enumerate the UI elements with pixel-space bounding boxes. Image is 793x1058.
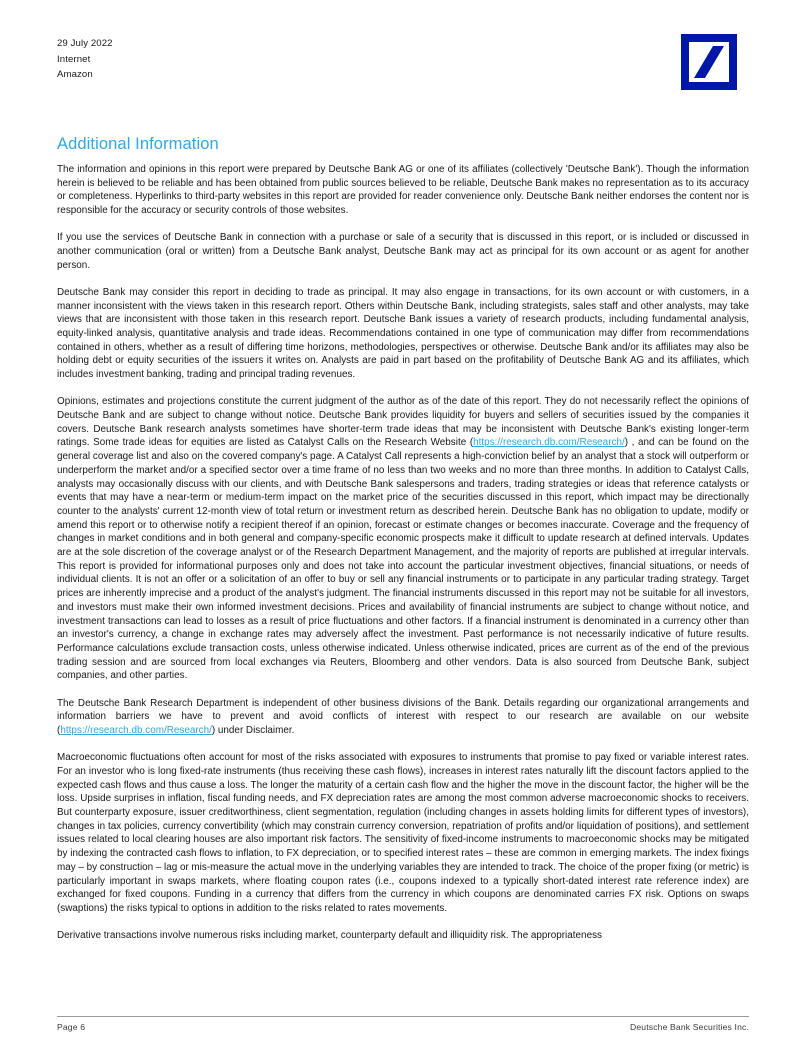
paragraph-research-department-text-before: The Deutsche Bank Research Department is independent of other business divisions of the Bank. Details regarding our organizational arrangements and information barriers we have to prevent and avoid conflicts of interest with respect to our research are available on our website ( bbox=[57, 697, 749, 737]
deutsche-bank-slash-icon bbox=[694, 46, 724, 78]
report-sector: Internet bbox=[57, 53, 91, 65]
paragraph-research-department-text-after: ) under Disclaimer. bbox=[211, 725, 295, 737]
page-title: Additional Information bbox=[57, 135, 219, 153]
page-number: Page 6 bbox=[57, 1022, 86, 1032]
page-footer bbox=[57, 1016, 749, 1032]
research-website-link-2[interactable]: https://research.db.com/Research/ bbox=[60, 725, 212, 737]
deutsche-bank-logo-icon bbox=[681, 34, 737, 90]
report-date: 29 July 2022 bbox=[57, 38, 113, 49]
paragraph-trade-as-principal: Deutsche Bank may consider this report in deciding to trade as principal. It may also engage in transactions, for its own account or with customers, in a manner inconsistent with the views taken in this research report. Others within Deutsche Bank, including strategists, sales staff and other analysts, may take views that are inconsistent with those taken in this research report. Deutsche Bank issues a variety of research products, including fundamental analysis, equity-linked analysis, quantitative analysis and trade ideas. Recommendations contained in one type of communication may differ from recommendations contained in others, whether as a result of differing time horizons, methodologies, perspectives or otherwise. Deutsche Bank and/or its affiliates may also be holding debt or equity securities of the issuers it writes on. Analysts are paid in part based on the profitability of Deutsche Bank AG and its affiliates, which includes investment banking, trading and principal trading revenues. bbox=[57, 286, 749, 381]
report-company: Amazon bbox=[57, 69, 93, 80]
header-metadata bbox=[57, 34, 113, 83]
paragraph-derivative-transactions: Derivative transactions involve numerous risks including market, counterparty default and illiquidity risk. The appropriateness bbox=[57, 930, 602, 942]
paragraph-macroeconomic-fluctuations: Macroeconomic fluctuations often account for most of the risks associated with exposures to instruments that promise to pay fixed or variable interest rates. For an investor who is long fixed-rate instruments (thus receiving these cash flows), increases in interest rates naturally lift the discount factors applied to the expected cash flows and thus cause a loss. The longer the maturity of a certain cash flow and the higher the move in the discount factor, the higher will be the loss. Upside surprises in inflation, fiscal funding needs, and FX depreciation rates are among the most common adverse macroeconomic shocks to receivers. But counterparty exposure, issuer creditworthiness, client segmentation, regulation (including changes in assets holding limits for different types of investors), changes in tax policies, currency convertibility (which may constrain currency conversion, repatriation of profits and/or liquidation of positions), and settlement issues related to local clearing houses are also important risk factors. The sensitivity of fixed-income instruments to macroeconomic shocks may be mitigated by indexing the contracted cash flows to inflation, to FX depreciation, or to specified interest rates – these are common in emerging markets. The index fixings may – by construction – lag or mis-measure the actual move in the underlying variables they are intended to track. The choice of the proper fixing (or metric) is particularly important in swaps markets, where floating coupon rates (i.e., coupons indexed to a typically short-dated interest rate reference index) are exchanged for fixed coupons. Funding in a currency that differs from the currency in which coupons are denominated carries FX risk. Options on swaps (swaptions) the risks typical to options in addition to the risks related to rates movements. bbox=[57, 752, 749, 914]
paragraph-information-opinions: The information and opinions in this report were prepared by Deutsche Bank AG or one of its affiliates (collectively 'Deutsche Bank'). Though the information herein is believed to be reliable and has been obtained from public sources believed to be reliable, Deutsche Bank makes no representation as to its accuracy or completeness. Hyperlinks to third-party websites in this report are provided for reader convenience only. Deutsche Bank neither endorses the content nor is responsible for the accuracy or security controls of those websites. bbox=[57, 164, 749, 217]
page-header bbox=[57, 34, 749, 106]
paragraph-opinions-estimates bbox=[57, 395, 749, 683]
document-body bbox=[57, 163, 749, 943]
deutsche-bank-logo-inner bbox=[689, 42, 729, 82]
paragraph-services-of-db: If you use the services of Deutsche Bank in connection with a purchase or sale of a security that is discussed in this report, or is included or discussed in another communication (oral or written) from a Deutsche Bank analyst, Deutsche Bank may act as principal for its own account or as agent for another person. bbox=[57, 232, 749, 271]
paragraph-opinions-estimates-text-before: Opinions, estimates and projections constitute the current judgment of the author as of the date of this report. They do not necessarily reflect the opinions of Deutsche Bank and are subject to change without notice. Deutsche Bank provides liquidity for buyers and sellers of securities issued by the companies it covers. Deutsche Bank research analysts sometimes have shorter-term trade ideas that may be inconsistent with Deutsche Bank's existing longer-term ratings. Some trade ideas for equities are listed as Catalyst Calls on the Research Website ( bbox=[57, 396, 749, 449]
paragraph-research-department bbox=[57, 697, 749, 738]
research-website-link-1[interactable]: https://research.db.com/Research/ bbox=[473, 437, 625, 449]
footer-entity: Deutsche Bank Securities Inc. bbox=[630, 1022, 749, 1032]
paragraph-opinions-estimates-text-after: ) , and can be found on the general coverage list and also on the covered company's page. A Catalyst Call represents a high-conviction belief by an analyst that a stock will outperform or underperform the market and/or a specified sector over a time frame of no less than two weeks and no more than three months. In addition to Catalyst Calls, analysts may occasionally discuss with our clients, and with Deutsche Bank salespersons and traders, trading strategies or ideas that reference catalysts or events that may have a near-term or medium-term impact on the market price of the securities discussed in this report, which impact may be directionally counter to the analysts' current 12-month view of total return or investment return as described herein. Deutsche Bank has no obligation to update, modify or amend this report or to otherwise notify a recipient thereof if an opinion, forecast or estimate changes or becomes inaccurate. Coverage and the frequency of changes in market conditions and in both general and company-specific economic prospects make it difficult to update research at defined intervals. Updates are at the sole discretion of the coverage analyst or of the Research Department Management, and the majority of reports are published at irregular intervals. This report is provided for informational purposes only and does not take into account the particular investment objectives, financial situations, or needs of individual clients. It is not an offer or a solicitation of an offer to buy or sell any financial instruments or to participate in any particular trading strategy. Target prices are inherently imprecise and a product of the analyst's judgment. The financial instruments discussed in this report may not be suitable for all investors, and investors must make their own informed investment decisions. Prices and availability of financial instruments are subject to change without notice, and investment transactions can lead to losses as a result of price fluctuations and other factors. If a financial instrument is denominated in a currency other than an investor's currency, a change in exchange rates may adversely affect the investment. Past performance is not necessarily indicative of future results. Performance calculations exclude transaction costs, unless otherwise indicated. Unless otherwise indicated, prices are current as of the end of the previous trading session and are sourced from local exchanges via Reuters, Bloomberg and other vendors. Data is also sourced from Deutsche Bank, subject companies, and other parties. bbox=[57, 437, 749, 682]
